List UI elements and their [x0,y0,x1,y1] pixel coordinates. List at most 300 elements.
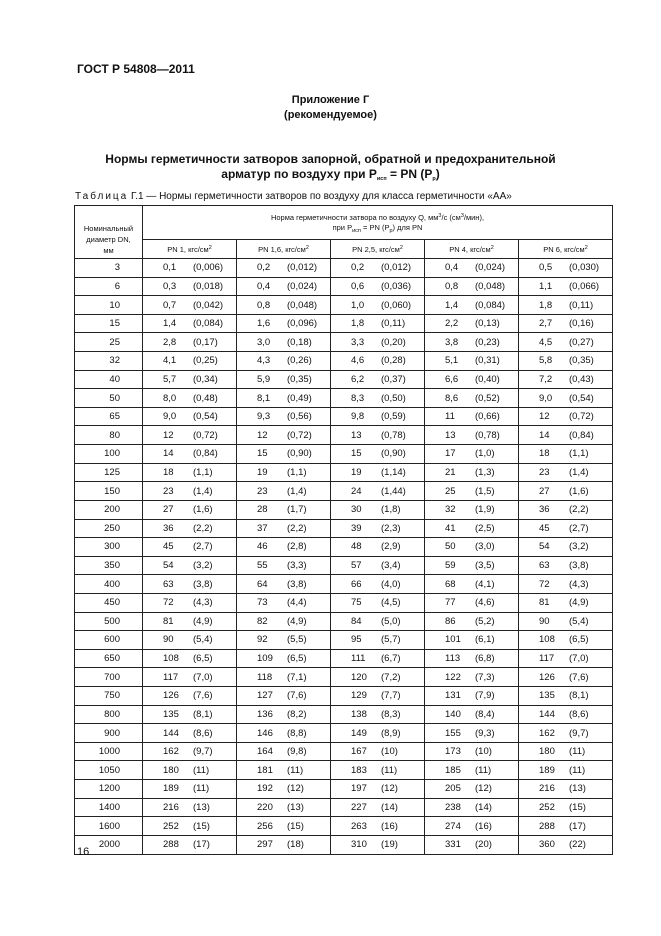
leak-rate-cell [143,687,237,706]
leak-rate-cm3min: (0,49) [287,392,312,404]
leak-rate-cm3min: (0,042) [193,299,224,311]
leak-rate-cell [143,649,237,668]
leak-rate-mm3s: 162 [539,727,555,739]
leak-rate-cell [237,296,331,315]
leak-rate-cm3min: (2,2) [569,504,589,516]
leak-rate-cm3min: (11) [475,764,492,776]
leak-rate-cell [425,538,519,557]
leak-rate-cell [425,668,519,687]
leak-rate-cell [425,500,519,519]
leak-rate-cm3min: (3,5) [475,560,495,572]
leak-rate-mm3s: 117 [539,653,555,665]
leak-rate-cell [425,817,519,836]
dn-cell: 400 [75,575,143,594]
leak-rate-mm3s: 64 [257,578,268,590]
leak-rate-cm3min: (8,3) [381,708,401,720]
leak-rate-cm3min: (1,0) [475,448,495,460]
leak-rate-mm3s: 18 [163,467,174,478]
leak-rate-mm3s: 4,5 [539,336,553,348]
table-row [75,500,613,519]
leak-rate-cm3min: (6,5) [193,653,213,665]
leak-rate-mm3s: 288 [163,839,179,851]
leak-rate-cell [237,333,331,352]
leak-rate-cm3min: (0,35) [569,355,594,367]
leak-rate-cm3min: (0,20) [381,336,406,348]
leak-rate-cm3min: (7,6) [193,690,213,702]
leak-rate-cell [143,668,237,687]
leak-rate-cell [425,687,519,706]
leak-rate-mm3s: 5,8 [539,355,553,367]
leak-rate-cm3min: (9,7) [569,727,589,739]
leak-rate-cm3min: (11) [287,764,304,776]
leak-rate-mm3s: 181 [257,764,273,776]
leak-rate-cell [143,575,237,594]
leak-rate-mm3s: 113 [445,653,461,665]
leak-rate-mm3s: 1,6 [257,318,271,330]
pn-column-header: PN 1, кгс/$см^2$ [143,240,237,259]
leak-rate-cm3min: (0,036) [381,280,412,292]
leak-rate-cm3min: (8,1) [193,708,213,720]
dn-cell: 1050 [75,761,143,780]
leak-rate-cell [237,631,331,650]
leak-rate-cell [143,314,237,333]
leak-rate-cm3min: (7,6) [569,671,589,683]
leak-rate-cell [143,835,237,854]
leak-rate-cm3min: (0,78) [381,429,406,441]
table-caption-text: Г.1 — Нормы герметичности затворов по воздуху для класса герметичности «АА» [128,191,512,202]
dn-cell: 200 [75,500,143,519]
leak-rate-cell [425,277,519,296]
leak-rate-mm3s: 0,1 [163,262,177,274]
leak-rate-cm3min: (0,34) [193,373,218,385]
leak-rate-cm3min: (0,90) [287,448,312,460]
dn-cell: 32 [75,352,143,371]
leak-rate-cm3min: (2,7) [193,541,213,553]
leak-rate-cell [331,687,425,706]
leak-rate-cm3min: (4,3) [569,578,589,590]
leak-rate-mm3s: 63 [539,560,550,572]
table-row [75,687,613,706]
leak-rate-cm3min: (2,5) [475,522,495,534]
leak-rate-mm3s: 1,4 [163,318,177,330]
leak-rate-cm3min: (0,11) [381,318,406,330]
leak-rate-cm3min: (0,56) [287,411,312,423]
leak-rate-mm3s: 2,2 [445,318,459,330]
leak-rate-cm3min: (0,52) [475,392,500,404]
leak-rate-cm3min: (0,17) [193,336,218,348]
leak-rate-cm3min: (0,35) [287,373,312,385]
table-row [75,724,613,743]
dn-cell: 2000 [75,835,143,854]
leak-rate-cm3min: (0,13) [475,318,500,330]
leak-rate-cm3min: (7,3) [475,671,495,683]
leak-rate-mm3s: 8,6 [445,392,459,404]
leak-rate-mm3s: 5,7 [163,373,177,385]
leak-rate-cm3min: (0,030) [569,262,600,274]
leak-rate-cm3min: (0,096) [287,318,318,330]
leak-rate-mm3s: 2,7 [539,318,553,330]
leak-rate-cell [237,556,331,575]
leak-rate-cm3min: (0,54) [569,392,594,404]
leak-rate-mm3s: 144 [539,708,555,720]
leak-rate-mm3s: 21 [445,467,456,478]
leak-rate-cell [143,296,237,315]
leak-rate-cell [331,426,425,445]
leak-rate-mm3s: 0,8 [257,299,271,311]
leak-rate-cell [519,296,613,315]
leak-rate-cm3min: (0,27) [569,336,594,348]
leak-rate-mm3s: 149 [351,727,367,739]
leak-rate-cm3min: (0,084) [475,299,506,311]
leak-rate-cm3min: (0,43) [569,373,594,385]
leak-rate-cm3min: (7,1) [287,671,307,683]
leak-rate-cm3min: (1,4) [287,485,307,497]
leak-rate-cm3min: (6,5) [287,653,307,665]
leak-rate-cm3min: (3,8) [193,578,213,590]
leak-rate-cell [143,612,237,631]
leak-rate-cell [143,761,237,780]
dn-cell: 750 [75,687,143,706]
leak-rate-cell [237,649,331,668]
leak-rate-mm3s: 238 [445,801,461,813]
leak-rate-mm3s: 23 [257,485,268,497]
leak-rate-cm3min: (2,9) [381,541,401,553]
leak-rate-cell [519,798,613,817]
leak-rate-cell [425,780,519,799]
leak-rate-cm3min: (6,7) [381,653,401,665]
table-row [75,742,613,761]
table-row [75,389,613,408]
leak-rate-mm3s: 12 [257,429,268,441]
leak-rate-cell [237,798,331,817]
leak-rate-cell [519,780,613,799]
leak-rate-mm3s: 18 [539,448,550,460]
leak-rate-cell [237,259,331,278]
leak-rate-mm3s: 1,0 [351,299,365,311]
leak-rate-cm3min: (0,48) [193,392,218,404]
leak-rate-cm3min: (3,2) [193,560,213,572]
leak-rate-cell [237,500,331,519]
leak-rate-cm3min: (0,066) [569,280,600,292]
pn-column-header: PN 6, кгс/$см^2$ [519,240,613,259]
leak-rate-cm3min: (0,18) [287,336,312,348]
leak-rate-cell [519,835,613,854]
leak-rate-cm3min: (0,72) [287,429,312,441]
leak-rate-cm3min: (8,1) [569,690,589,702]
leak-rate-cell [237,538,331,557]
leak-rate-mm3s: 11 [445,411,455,423]
leak-rate-cm3min: (13) [287,801,304,813]
leak-rate-mm3s: 108 [539,634,555,646]
dn-cell: 150 [75,482,143,501]
table-row [75,575,613,594]
leak-rate-mm3s: 144 [163,727,179,739]
leak-rate-cell [519,259,613,278]
leak-rate-mm3s: 162 [163,746,179,758]
leak-rate-table [74,205,613,855]
leak-rate-mm3s: 135 [163,708,179,720]
leak-rate-cell [425,556,519,575]
leak-rate-cell [331,389,425,408]
leak-rate-cm3min: (8,4) [475,708,495,720]
leak-rate-cm3min: (0,78) [475,429,500,441]
leak-rate-mm3s: 0,4 [445,262,459,274]
leak-rate-cell [425,463,519,482]
dn-cell: 450 [75,593,143,612]
leak-rate-cell [237,370,331,389]
leak-rate-cm3min: (0,060) [381,299,412,311]
leak-rate-cell [425,482,519,501]
leak-rate-cell [519,761,613,780]
leak-rate-cell [425,370,519,389]
leak-rate-cm3min: (0,66) [475,411,500,423]
leak-rate-mm3s: 310 [351,839,367,851]
leak-rate-mm3s: 0,2 [351,262,365,274]
leak-rate-cell [237,407,331,426]
leak-rate-cell [143,445,237,464]
pn-column-header: PN 2,5, кгс/$см^2$ [331,240,425,259]
leak-rate-mm3s: 14 [539,429,550,441]
leak-rate-mm3s: 252 [539,801,555,813]
dn-cell: 300 [75,538,143,557]
leak-rate-mm3s: 117 [163,671,179,683]
leak-rate-cm3min: (12) [475,783,492,795]
leak-rate-cm3min: (0,72) [193,429,218,441]
leak-rate-mm3s: 19 [257,467,268,478]
leak-rate-cell [143,519,237,538]
leak-rate-mm3s: 0,5 [539,262,553,274]
leak-rate-cell [331,259,425,278]
leak-rate-mm3s: 111 [351,653,366,665]
leak-rate-mm3s: 0,4 [257,280,271,292]
leak-rate-cell [237,817,331,836]
leak-rate-cm3min: (3,8) [287,578,307,590]
dn-cell: 125 [75,463,143,482]
leak-rate-cell [237,575,331,594]
dn-cell: 100 [75,445,143,464]
dn-cell: 40 [75,370,143,389]
leak-rate-cell [331,314,425,333]
leak-rate-cell [425,649,519,668]
leak-rate-cell [331,482,425,501]
table-row [75,705,613,724]
leak-rate-cell [519,482,613,501]
leak-rate-cm3min: (0,084) [193,318,224,330]
leak-rate-cm3min: (7,6) [287,690,307,702]
leak-rate-cell [331,593,425,612]
leak-rate-cm3min: (3,3) [287,560,307,572]
leak-rate-cm3min: (1,4) [569,467,589,478]
leak-rate-mm3s: 54 [539,541,550,553]
leak-rate-mm3s: 6,6 [445,373,459,385]
table-row [75,761,613,780]
leak-rate-cm3min: (0,024) [475,262,506,274]
leak-rate-cell [331,445,425,464]
leak-rate-mm3s: 95 [351,634,362,646]
leak-rate-cell [237,780,331,799]
leak-rate-cell [331,742,425,761]
leak-rate-mm3s: 108 [163,653,179,665]
leak-rate-cm3min: (0,012) [287,262,318,274]
leak-rate-mm3s: 0,7 [163,299,177,311]
leak-rate-mm3s: 252 [163,820,179,832]
leak-rate-cm3min: (3,8) [569,560,589,572]
leak-rate-cell [331,575,425,594]
leak-rate-mm3s: 2,8 [163,336,177,348]
leak-rate-cell [519,333,613,352]
dn-cell: 900 [75,724,143,743]
leak-rate-mm3s: 1,1 [539,280,553,292]
dn-cell: 1600 [75,817,143,836]
leak-rate-cell [519,445,613,464]
leak-rate-mm3s: 4,3 [257,355,271,367]
pn-column-header: PN 4, кгс/$см^2$ [425,240,519,259]
leak-rate-cm3min: (0,048) [287,299,318,311]
leak-rate-cm3min: (0,28) [381,355,406,367]
leak-rate-cm3min: (8,6) [569,708,589,720]
leak-rate-mm3s: 13 [445,429,456,441]
table-caption-label: Таблица [75,191,129,202]
leak-rate-mm3s: 360 [539,839,555,851]
leak-rate-cell [143,538,237,557]
leak-rate-cell [519,277,613,296]
leak-rate-mm3s: 164 [257,746,273,758]
leak-rate-mm3s: 28 [257,504,268,516]
leak-rate-mm3s: 36 [163,522,174,534]
leak-rate-mm3s: 68 [445,578,456,590]
leak-rate-mm3s: 13 [351,429,362,441]
leak-rate-cm3min: (1,6) [193,504,213,516]
leak-rate-mm3s: 45 [163,541,174,553]
dn-cell: 1400 [75,798,143,817]
dn-cell: 600 [75,631,143,650]
leak-rate-cm3min: (11) [193,764,210,776]
leak-rate-cell [331,780,425,799]
leak-rate-cm3min: (4,5) [381,597,401,609]
leak-rate-cm3min: (2,2) [287,522,307,534]
leak-rate-cell [425,593,519,612]
leak-rate-cm3min: (5,7) [381,634,401,646]
leak-rate-cell [519,724,613,743]
leak-rate-cell [425,333,519,352]
leak-rate-mm3s: 57 [351,560,362,572]
table-row [75,835,613,854]
dn-cell: 50 [75,389,143,408]
leak-rate-mm3s: 55 [257,560,268,572]
leak-rate-cell [331,612,425,631]
leak-rate-cell [519,705,613,724]
leak-rate-cm3min: (1,9) [475,504,495,516]
leak-rate-cm3min: (16) [475,820,492,832]
dn-cell: 1000 [75,742,143,761]
leak-rate-mm3s: 205 [445,783,461,795]
leak-rate-mm3s: 90 [539,615,550,627]
leak-rate-cell [331,649,425,668]
table-row [75,482,613,501]
leak-rate-cell [519,817,613,836]
leak-rate-cell [331,556,425,575]
leak-rate-mm3s: 63 [163,578,174,590]
leak-rate-cell [331,333,425,352]
leak-rate-mm3s: 180 [163,764,179,776]
leak-rate-cell [143,259,237,278]
leak-rate-mm3s: 3,0 [257,336,271,348]
leak-rate-mm3s: 27 [539,485,550,497]
leak-rate-mm3s: 75 [351,597,362,609]
leak-rate-mm3s: 48 [351,541,362,553]
leak-rate-mm3s: 72 [163,597,174,609]
leak-rate-mm3s: 146 [257,727,273,739]
leak-rate-cell [331,798,425,817]
dn-cell: 250 [75,519,143,538]
leak-rate-cell [331,631,425,650]
leak-rate-cell [237,463,331,482]
leak-rate-cm3min: (4,1) [475,578,495,590]
leak-rate-cm3min: (9,8) [287,746,307,758]
leak-rate-mm3s: 90 [163,634,174,646]
table-row [75,556,613,575]
leak-rate-cm3min: (1,1) [287,467,307,478]
leak-rate-cm3min: (1,6) [569,485,589,497]
leak-rate-mm3s: 122 [445,671,461,683]
leak-rate-cell [143,389,237,408]
leak-rate-mm3s: 297 [257,839,273,851]
leak-rate-cm3min: (6,8) [475,653,495,665]
dn-cell: 700 [75,668,143,687]
leak-rate-mm3s: 0,2 [257,262,271,274]
document-code: ГОСТ Р 54808—2011 [77,62,195,76]
leak-rate-cm3min: (7,2) [381,671,401,683]
leak-rate-cm3min: (10) [475,746,492,758]
leak-rate-cell [237,314,331,333]
leak-rate-mm3s: 155 [445,727,461,739]
leak-rate-cell [331,370,425,389]
leak-rate-mm3s: 32 [445,504,456,516]
leak-rate-cell [425,296,519,315]
leak-rate-mm3s: 27 [163,504,174,516]
leak-rate-cell [519,352,613,371]
leak-rate-cm3min: (7,9) [475,690,495,702]
leak-rate-cell [331,277,425,296]
leak-rate-mm3s: 9,8 [351,411,365,423]
leak-rate-cm3min: (1,7) [287,504,307,516]
leak-rate-cell [425,352,519,371]
leak-rate-cm3min: (15) [569,801,586,813]
section-title-line1: Нормы герметичности затворов запорной, обратной и предохранительной [105,152,556,166]
leak-rate-cell [143,407,237,426]
leak-rate-cm3min: (0,012) [381,262,412,274]
table-row [75,612,613,631]
table-caption [75,191,512,202]
leak-rate-cm3min: (16) [381,820,398,832]
leak-rate-cm3min: (0,11) [569,299,594,311]
leak-rate-cm3min: (11) [381,764,398,776]
leak-rate-cm3min: (5,4) [569,615,589,627]
leak-rate-cm3min: (3,2) [569,541,589,553]
leak-rate-cell [425,798,519,817]
table-row [75,463,613,482]
leak-rate-cell [425,612,519,631]
leak-rate-cm3min: (0,16) [569,318,594,330]
leak-rate-mm3s: 30 [351,504,362,516]
leak-rate-cell [425,575,519,594]
leak-rate-cell [425,761,519,780]
leak-rate-cm3min: (8,2) [287,708,307,720]
leak-rate-cell [519,426,613,445]
leak-rate-cm3min: (15) [287,820,304,832]
leak-rate-mm3s: 167 [351,746,367,758]
leak-rate-cell [425,519,519,538]
